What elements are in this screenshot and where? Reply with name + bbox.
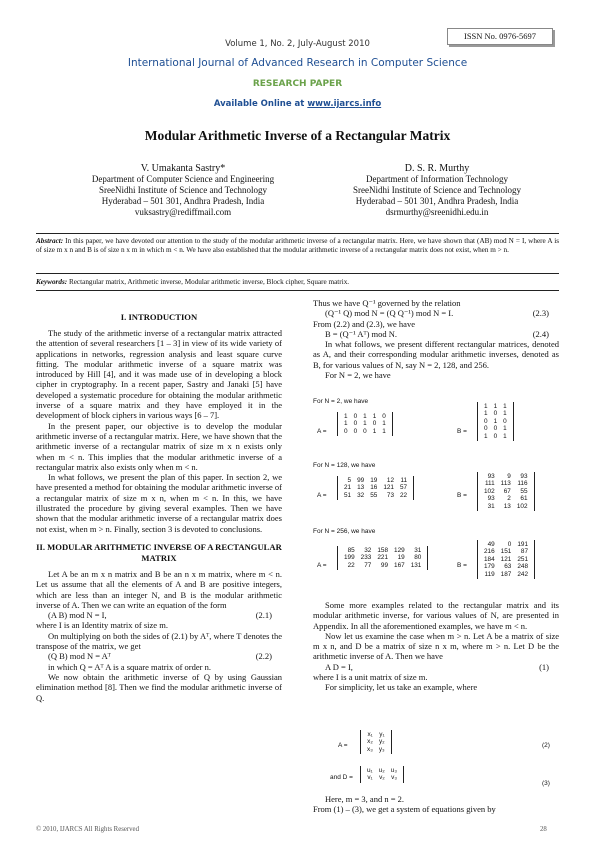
paragraph: In what follows, we present the plan of this paper. In section 2, we have presented a method for obtaining the modular arithmetic inverse of a rectangular matrix of size m x n, when m < n. In this, we have illustrated the procedure by giving several examples. Then we have shown that the modular arithmetic inverse of a rectangular matrix does not exist, when m > n. Finally, section 3 is devoted to conclusions.	[36, 472, 282, 534]
matrix-b-n128	[477, 472, 535, 511]
equation-number: (1)	[539, 661, 549, 672]
equation-body: (A B) mod N = I,	[48, 610, 107, 621]
figure-label-n128: For N = 128, we have	[313, 462, 376, 469]
paragraph: Some more examples related to the rectangular matrix and its modular arithmetic inverse, for various values of N, are presented in Appendix. In all the aforementioned examples, we have m < n.	[313, 600, 559, 631]
matrix-cell: 93	[487, 495, 495, 503]
matrix-cell: 0	[353, 427, 358, 435]
matrix-cell: 191	[517, 541, 529, 548]
matrix-b-label: B =	[457, 428, 467, 435]
matrix-cell: 158	[377, 547, 389, 554]
matrix-cell: 0	[493, 410, 498, 418]
matrix-cell: 1	[493, 403, 498, 410]
author-inst: SreeNidhi Institute of Science and Technology	[99, 185, 267, 195]
matrix-cell: 251	[517, 555, 529, 563]
matrix-cell: 0	[344, 427, 348, 435]
matrix-cell: 87	[520, 548, 529, 556]
matrix-cell: x₂	[367, 738, 373, 746]
matrix-cell: 49	[487, 541, 495, 548]
paragraph: In what follows, we present different rectangular matrices, denoted as A, and their corresponding modular arithmetic inverses, denoted as B, for various values of N, say N = 2, 128, and 256.	[313, 339, 559, 370]
abstract-label: Abstract:	[36, 237, 64, 245]
matrix-cell: 0	[507, 541, 512, 548]
equation-body: A D = I,	[325, 661, 353, 672]
matrix-cell: 216	[484, 548, 495, 556]
paragraph: where I is an Identity matrix of size m.	[36, 620, 168, 631]
equation-number: (2.3)	[532, 308, 549, 319]
matrix-cell: 1	[484, 432, 488, 440]
matrix-cell: 16	[370, 484, 378, 492]
matrix-cell: 13	[357, 484, 365, 492]
matrix-cell: 32	[364, 547, 372, 554]
matrix-row	[481, 403, 510, 410]
matrix-cell: 67	[503, 487, 511, 495]
equation-number: (3)	[542, 780, 550, 787]
matrix-row	[481, 541, 531, 548]
matrix-cell: 57	[400, 484, 408, 492]
matrix-cell: u₁	[367, 767, 373, 774]
matrix-cell: 151	[500, 548, 512, 556]
paragraph: The study of the arithmetic inverse of a rectangular matrix attracted the attention of several researchers [1 – 3] in view of its wide variety of applications in networks, regression analysis and least square curve fitting. The modular arithmetic inverse of a square matrix was introduced by Hill [4], and it was made use of in developing a block cipher in cryptography. In a recent paper, Sastry and Janaki [5] have developed a systematic procedure for obtaining the modular arithmetic inverse of a square matrix and they have employed it in the development of block ciphers in various ways [6 – 7].	[36, 328, 282, 421]
matrix-row	[364, 774, 400, 781]
matrix-figure	[313, 398, 559, 588]
paper-title: Modular Arithmetic Inverse of a Rectangular Matrix	[144, 128, 451, 143]
matrix-row	[481, 473, 531, 480]
matrix-b-n2	[477, 402, 514, 441]
matrix-cell: 93	[520, 473, 528, 480]
matrix-cell: 73	[386, 491, 394, 499]
matrix-cell: 1	[382, 420, 386, 428]
matrix-cell: 0	[493, 425, 498, 433]
equation	[36, 651, 282, 661]
divider	[36, 273, 559, 274]
matrix-cell: 13	[503, 502, 511, 510]
matrix-cell: 99	[380, 561, 389, 569]
paragraph: On multiplying on both the sides of (2.1) by Aᵀ, where T denotes the transpose of the matrix, we get	[36, 630, 282, 652]
matrix-row	[481, 495, 531, 502]
matrix-a-label: A =	[317, 492, 327, 499]
matrix-cell: 187	[500, 570, 512, 578]
symbolic-matrix-a	[360, 730, 392, 754]
matrix-cell: 1	[382, 427, 386, 435]
matrix-cell: 99	[357, 477, 365, 484]
figure-label-n2: For N = 2, we have	[313, 398, 369, 405]
equation	[313, 308, 559, 318]
matrix-cell: 80	[414, 554, 422, 562]
matrix-cell: 179	[484, 563, 495, 571]
right-column-bottom	[313, 600, 559, 693]
paragraph: For simplicity, let us take an example, where	[325, 682, 478, 693]
matrix-cell: 1	[484, 410, 488, 418]
equation	[313, 329, 559, 339]
matrix-cell: 248	[517, 563, 529, 571]
matrix-lhs: and D =	[330, 774, 353, 781]
matrix-cell: 0	[363, 427, 367, 435]
matrix-cell: 199	[344, 554, 355, 562]
equation-number: (2)	[542, 742, 550, 749]
matrix-cell: 0	[353, 420, 358, 428]
matrix-cell: 184	[484, 555, 495, 563]
matrix-cell: 1	[493, 417, 498, 425]
author-name: V. Umakanta Sastry*	[140, 163, 226, 174]
matrix-cell: 221	[377, 554, 389, 562]
matrix-row	[364, 731, 388, 738]
matrix-cell: 85	[347, 547, 355, 554]
matrix-cell: 121	[383, 484, 394, 492]
matrix-row	[341, 562, 424, 569]
abstract	[36, 237, 559, 256]
author-dept: Department of Information Technology	[366, 174, 508, 184]
matrix-row	[341, 413, 389, 420]
matrix-cell: v₃	[391, 774, 397, 782]
matrix-row	[341, 428, 389, 435]
matrix-cell: 102	[516, 502, 528, 510]
matrix-cell: u₂	[378, 767, 385, 774]
matrix-cell: 63	[504, 563, 512, 571]
equation-number: (2.1)	[255, 610, 272, 621]
matrix-cell: 1	[363, 420, 367, 428]
matrix-row	[481, 480, 531, 487]
matrix-cell: 2	[507, 495, 511, 503]
matrix-row	[341, 484, 410, 491]
author-addr: Hyderabad – 501 301, Andhra Pradesh, India	[101, 196, 265, 206]
matrix-cell: y₂	[378, 738, 385, 746]
matrix-cell: 121	[500, 555, 512, 563]
equation	[313, 662, 559, 672]
matrix-a-label: A =	[317, 562, 327, 569]
matrix-cell: x₃	[367, 745, 373, 753]
matrix-row	[481, 433, 510, 440]
matrix-cell: 1	[503, 425, 507, 433]
matrix-cell: 131	[410, 561, 422, 569]
keywords-text: Rectangular matrix, Arithmetic inverse, Modular arithmetic inverse, Block cipher, Square matrix.	[67, 278, 350, 286]
matrix-cell: 31	[414, 547, 422, 554]
matrix-cell: 31	[487, 502, 495, 510]
matrix-a-n2	[337, 412, 393, 436]
symbolic-matrix-d	[360, 766, 404, 783]
matrix-cell: 0	[353, 413, 358, 420]
online-line	[0, 99, 595, 109]
matrix-row	[481, 410, 510, 417]
matrix-cell: v₁	[367, 774, 373, 782]
matrix-a-n256	[337, 546, 428, 570]
author-block-1	[58, 163, 308, 218]
matrix-row	[481, 418, 510, 425]
matrix-cell: 61	[520, 495, 528, 503]
matrix-row	[364, 767, 400, 774]
volume-line: Volume 1, No. 2, July-August 2010	[225, 39, 370, 49]
matrix-cell: 119	[484, 570, 495, 578]
matrix-cell: 0	[484, 425, 488, 433]
matrix-lhs: A =	[338, 742, 348, 749]
matrix-cell: x₁	[367, 731, 373, 738]
equation-number: (2.4)	[532, 328, 549, 339]
author-email: vuksastry@rediffmail.com	[134, 207, 232, 217]
author-block-2	[312, 163, 562, 218]
online-prefix: Available Online at	[213, 99, 308, 109]
matrix-cell: y₃	[378, 745, 385, 753]
matrix-cell: 111	[484, 480, 495, 488]
keywords	[36, 278, 559, 287]
matrix-cell: 19	[370, 477, 378, 484]
issn-badge: ISSN No. 0976-5697	[447, 28, 553, 45]
matrix-cell: 22	[347, 561, 355, 569]
matrix-row	[341, 420, 389, 427]
author-inst: SreeNidhi Institute of Science and Technology	[353, 185, 521, 195]
paragraph: We now obtain the arithmetic inverse of Q by using Gaussian elimination method [8]. Then we find the modular arithmetic inverse of Q.	[36, 671, 282, 703]
matrix-cell: 22	[400, 491, 408, 499]
matrix-cell: 102	[484, 487, 495, 495]
matrix-row	[341, 477, 410, 484]
abstract-text: In this paper, we have devoted our attention to the study of the modular arithmetic inverse of a rectangular matrix. Here, we have shown that (AB) mod N = I, where A is of size m x n and B is of size n x m in which m < n. We have also established that the modular arithmetic inverse of a rectangular matrix does not exist, when m > n.	[36, 237, 559, 255]
paragraph: where I is a unit matrix of size m.	[313, 672, 428, 683]
journal-name: International Journal of Advanced Research in Computer Science	[127, 57, 468, 69]
matrix-cell: 1	[503, 403, 507, 410]
paragraph: Here, m = 3, and n = 2.	[325, 794, 404, 804]
matrix-row	[341, 547, 424, 554]
matrix-row	[364, 738, 388, 745]
matrix-row	[341, 492, 410, 499]
matrix-cell: v₂	[379, 774, 385, 782]
matrix-cell: 1	[344, 420, 348, 428]
equation-body: (Q⁻¹ Q) mod N = (Q Q⁻¹) mod N = I.	[325, 308, 454, 319]
right-column-end	[313, 794, 559, 815]
page-number: 28	[540, 826, 547, 833]
divider	[36, 290, 559, 291]
paragraph: Now let us examine the case when m > n. Let A be a matrix of size m x n, and D be a matrix of size n x m, where m > n. Let D be the arithmetic inverse of A. Then we have	[313, 630, 559, 662]
matrix-row	[481, 563, 531, 570]
matrix-a-n128	[337, 476, 414, 500]
author-addr: Hyderabad – 501 301, Andhra Pradesh, India	[355, 196, 519, 206]
matrix-cell: 19	[397, 554, 405, 562]
matrix-row	[481, 503, 531, 510]
matrix-row	[481, 548, 531, 555]
matrix-cell: 116	[517, 480, 528, 488]
matrix-cell: 11	[400, 477, 408, 484]
matrix-row	[481, 556, 531, 563]
paper-type: RESEARCH PAPER	[252, 79, 343, 89]
matrix-cell: 1	[344, 413, 348, 420]
matrix-cell: 1	[372, 427, 377, 435]
matrix-row	[481, 571, 531, 578]
footer-copyright: © 2010, IJARCS All Rights Reserved	[36, 826, 139, 833]
paragraph: From (2.2) and (2.3), we have	[313, 318, 415, 329]
paragraph: Thus we have Q⁻¹ governed by the relation	[313, 298, 461, 308]
author-name: D. S. R. Murthy	[404, 163, 470, 174]
journal-link[interactable]: www.ijarcs.info	[307, 99, 382, 109]
matrix-cell: 9	[507, 473, 511, 480]
matrix-cell: 1	[484, 403, 488, 410]
matrix-cell: 0	[484, 417, 488, 425]
matrix-cell: 55	[370, 491, 378, 499]
matrix-cell: 21	[344, 484, 352, 492]
matrix-row	[364, 746, 388, 753]
matrix-b-label: B =	[457, 562, 467, 569]
matrix-cell: y₁	[379, 731, 385, 738]
matrix-cell: 1	[503, 432, 507, 440]
matrix-cell: 167	[394, 561, 405, 569]
matrix-cell: 51	[344, 491, 352, 499]
matrix-cell: 233	[360, 554, 372, 562]
right-column-top	[313, 298, 559, 380]
matrix-cell: 0	[382, 413, 386, 420]
matrix-row	[341, 554, 424, 561]
equation-figure-a	[330, 730, 560, 766]
matrix-b-n256	[477, 540, 535, 579]
matrix-cell: 242	[517, 570, 529, 578]
keywords-label: Keywords:	[36, 278, 68, 286]
matrix-row	[481, 425, 510, 432]
equation-number: (2.2)	[255, 651, 272, 662]
matrix-cell: 77	[364, 561, 372, 569]
matrix-cell: 5	[347, 477, 352, 484]
paragraph: in which Q = Aᵀ A is a square matrix of order n.	[48, 661, 211, 672]
matrix-cell: 0	[372, 420, 377, 428]
section-heading: II. MODULAR ARITHMETIC INVERSE OF A RECTANGULAR MATRIX	[36, 541, 282, 563]
paragraph: In the present paper, our objective is to develop the modular arithmetic inverse of a rectangular matrix. Here, we have shown that the arithmetic inverse of a rectangular matrix of size m x n exists only when m < n. This implies that the modular arithmetic inverse of a rectangular matrix also exists only when m < n.	[36, 420, 282, 472]
author-email: dsrmurthy@sreenidhi.edu.in	[385, 207, 489, 217]
matrix-cell: 12	[386, 477, 394, 484]
matrix-b-label: B =	[457, 492, 467, 499]
equation	[36, 610, 282, 620]
matrix-a-label: A =	[317, 428, 327, 435]
matrix-cell: 129	[394, 547, 405, 554]
matrix-row	[481, 488, 531, 495]
author-dept: Department of Computer Science and Engineering	[91, 174, 275, 184]
matrix-cell: 93	[487, 473, 495, 480]
figure-label-n256: For N = 256, we have	[313, 528, 376, 535]
equation-body: (Q B) mod N = Aᵀ	[48, 651, 111, 662]
paragraph: For N = 2, we have	[325, 370, 391, 381]
matrix-cell: 32	[357, 491, 365, 499]
matrix-cell: 55	[520, 487, 528, 495]
paragraph: Let A be an m x n matrix and B be an n x m matrix, where m < n. Let us assume that all the elements of A and B are positive integers, which are less than an integer N, and B is the modular arithmetic inverse of A. Then we can write an equation of the form	[36, 568, 282, 610]
section-heading: I. INTRODUCTION	[120, 312, 198, 322]
matrix-cell: u₃	[390, 767, 397, 774]
matrix-cell: 113	[500, 480, 511, 488]
equation-body: B = (Q⁻¹ Aᵀ) mod N.	[325, 328, 398, 339]
paragraph: From (1) – (3), we get a system of equations given by	[313, 804, 496, 815]
matrix-cell: 1	[372, 413, 377, 420]
matrix-cell: 1	[503, 410, 507, 418]
left-column	[36, 306, 282, 703]
divider	[36, 233, 559, 234]
matrix-cell: 0	[493, 432, 498, 440]
matrix-cell: 1	[363, 413, 367, 420]
matrix-cell: 0	[503, 417, 507, 425]
